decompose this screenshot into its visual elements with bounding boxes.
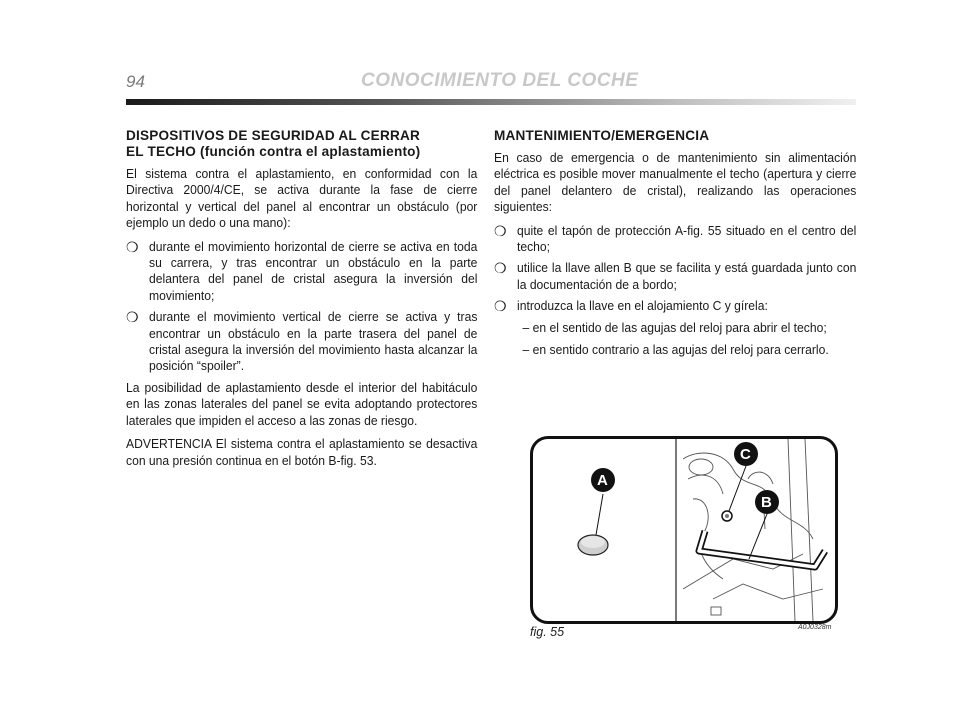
running-title: CONOCIMIENTO DEL COCHE <box>361 70 639 91</box>
right-intro: En caso de emergencia o de mantenimiento sin alimentación eléctrica es posible mover manualmente el techo (apertura y cierre del panel delantero de cristal), realizando las operaciones siguientes: <box>494 150 857 215</box>
right-column <box>494 128 857 364</box>
list-item-text: introduzca la llave en el alojamiento C y gírela: <box>517 298 768 314</box>
list-item <box>126 239 478 305</box>
left-column <box>126 128 478 476</box>
figure-code: A0J0328m <box>798 624 832 631</box>
list-item-text: durante el movimiento horizontal de cierre se activa en toda su carrera, y tras encontrar un obstáculo en la parte delantera del panel de cristal asegura la inversión del movimiento; <box>149 238 478 303</box>
figure-caption: fig. 55 <box>530 625 565 639</box>
list-item <box>126 309 478 375</box>
callout-c: C <box>740 446 751 463</box>
roof-illustration <box>533 439 835 621</box>
left-heading <box>126 128 478 160</box>
list-item <box>494 260 857 293</box>
header-rule <box>126 99 856 105</box>
left-heading-line2: EL TECHO (función contra el aplastamiento) <box>126 144 421 159</box>
bullet-circle-icon: ❍ <box>126 238 139 255</box>
list-item <box>494 298 857 314</box>
callout-b: B <box>761 494 772 511</box>
bullet-circle-icon: ❍ <box>494 260 507 277</box>
list-item-text: durante el movimiento vertical de cierre se activa y tras encontrar un obstáculo en la parte trasera del panel de cristal asegura la inversión del movimiento hasta alcanzar la posición “spoiler”. <box>149 309 478 374</box>
figure-55 <box>530 436 838 624</box>
list-item-text: quite el tapón de protección A-fig. 55 situado en el centro del techo; <box>517 222 857 255</box>
callout-a: A <box>597 472 608 489</box>
right-heading: MANTENIMIENTO/EMERGENCIA <box>494 128 710 143</box>
left-intro: El sistema contra el aplastamiento, en conformidad con la Directiva 2000/4/CE, se activa durante la fase de cierre horizontal y vertical del panel al encontrar un obstáculo (por ejemplo un dedo o una mano): <box>126 166 478 231</box>
bullet-circle-icon: ❍ <box>494 222 507 239</box>
left-heading-line1: DISPOSITIVOS DE SEGURIDAD AL CERRAR <box>126 128 421 143</box>
list-item-text: utilice la llave allen B que se facilita y está guardada junto con la documentación de a bordo; <box>517 260 857 292</box>
bullet-circle-icon: ❍ <box>126 309 139 326</box>
left-paragraph-2: La posibilidad de aplastamiento desde el interior del habitáculo en las zonas laterales del panel se evita adoptando protectores laterales que impiden el acceso a las zonas de riesgo. <box>126 379 478 428</box>
dash-item-clockwise: – en el sentido de las agujas del reloj para abrir el techo; <box>522 319 827 335</box>
mechanism-sketch <box>683 439 823 621</box>
dash-item-counterclockwise: – en sentido contrario a las agujas del reloj para cerrarlo. <box>522 342 829 358</box>
list-item <box>494 223 857 256</box>
left-warning: ADVERTENCIA El sistema contra el aplastamiento se desactiva con una presión continua en el botón B-fig. 53. <box>126 436 478 468</box>
page-number: 94 <box>126 72 145 91</box>
bullet-circle-icon: ❍ <box>494 298 507 315</box>
